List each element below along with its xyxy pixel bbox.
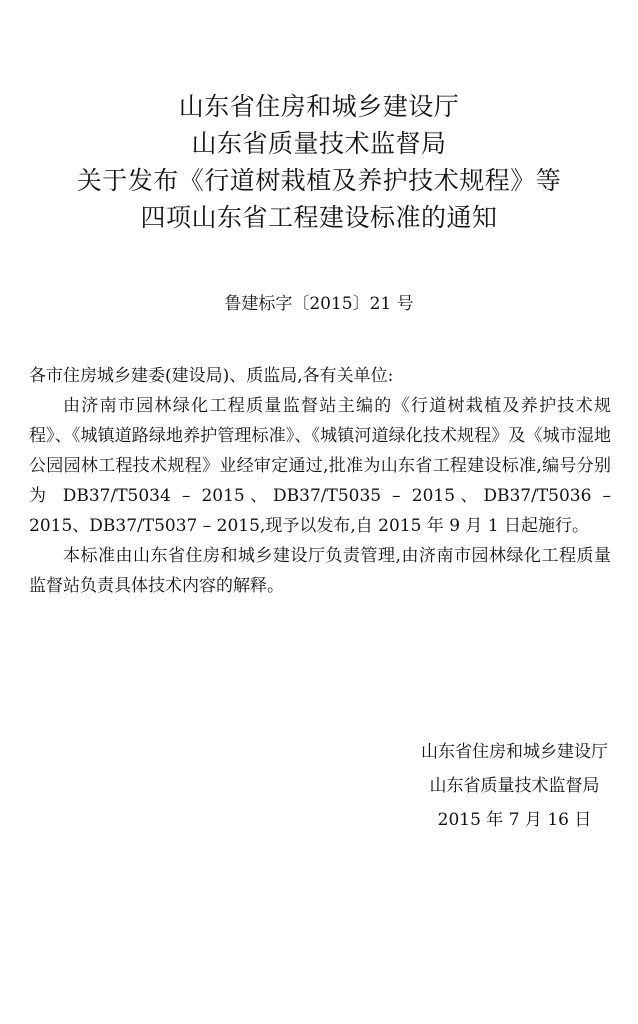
signature-org-1: 山东省住房和城乡建设厅	[421, 742, 608, 762]
document-number: 鲁建标字〔2015〕21 号	[224, 294, 414, 314]
body-paragraph-1: 由济南市园林绿化工程质量监督站主编的《行道树栽植及养护技术规程》、《城镇道路绿地养护管理标准》、《城镇河道绿化技术规程》及《城市湿地公园园林工程技术规程》业经审定通过,批准为山东省工程建设标准,编号分别为 DB37/T5034 – 2015、DB37/T5035 – 2015、DB37/T5036 – 2015、DB37/T5037 – 2015,现予以发布,自 2015 年 9 月 1 日起施行。	[29, 396, 611, 536]
title-line-4: 四项山东省工程建设标准的通知	[140, 203, 498, 232]
title-line-3: 关于发布《行道树栽植及养护技术规程》等	[76, 166, 562, 195]
title-line-1: 山东省住房和城乡建设厅	[178, 92, 460, 121]
title-line-2: 山东省质量技术监督局	[191, 129, 447, 158]
signature-block	[421, 735, 608, 837]
signature-org-2: 山东省质量技术监督局	[429, 776, 600, 796]
notice-body	[29, 361, 611, 601]
salutation: 各市住房城乡建委(建设局)、质监局,各有关单位:	[29, 366, 394, 386]
body-paragraph-2: 本标准由山东省住房和城乡建设厅负责管理,由济南市园林绿化工程质量监督站负责具体技术内容的解释。	[29, 546, 611, 596]
notice-title	[0, 88, 638, 236]
signature-date: 2015 年 7 月 16 日	[437, 810, 592, 830]
